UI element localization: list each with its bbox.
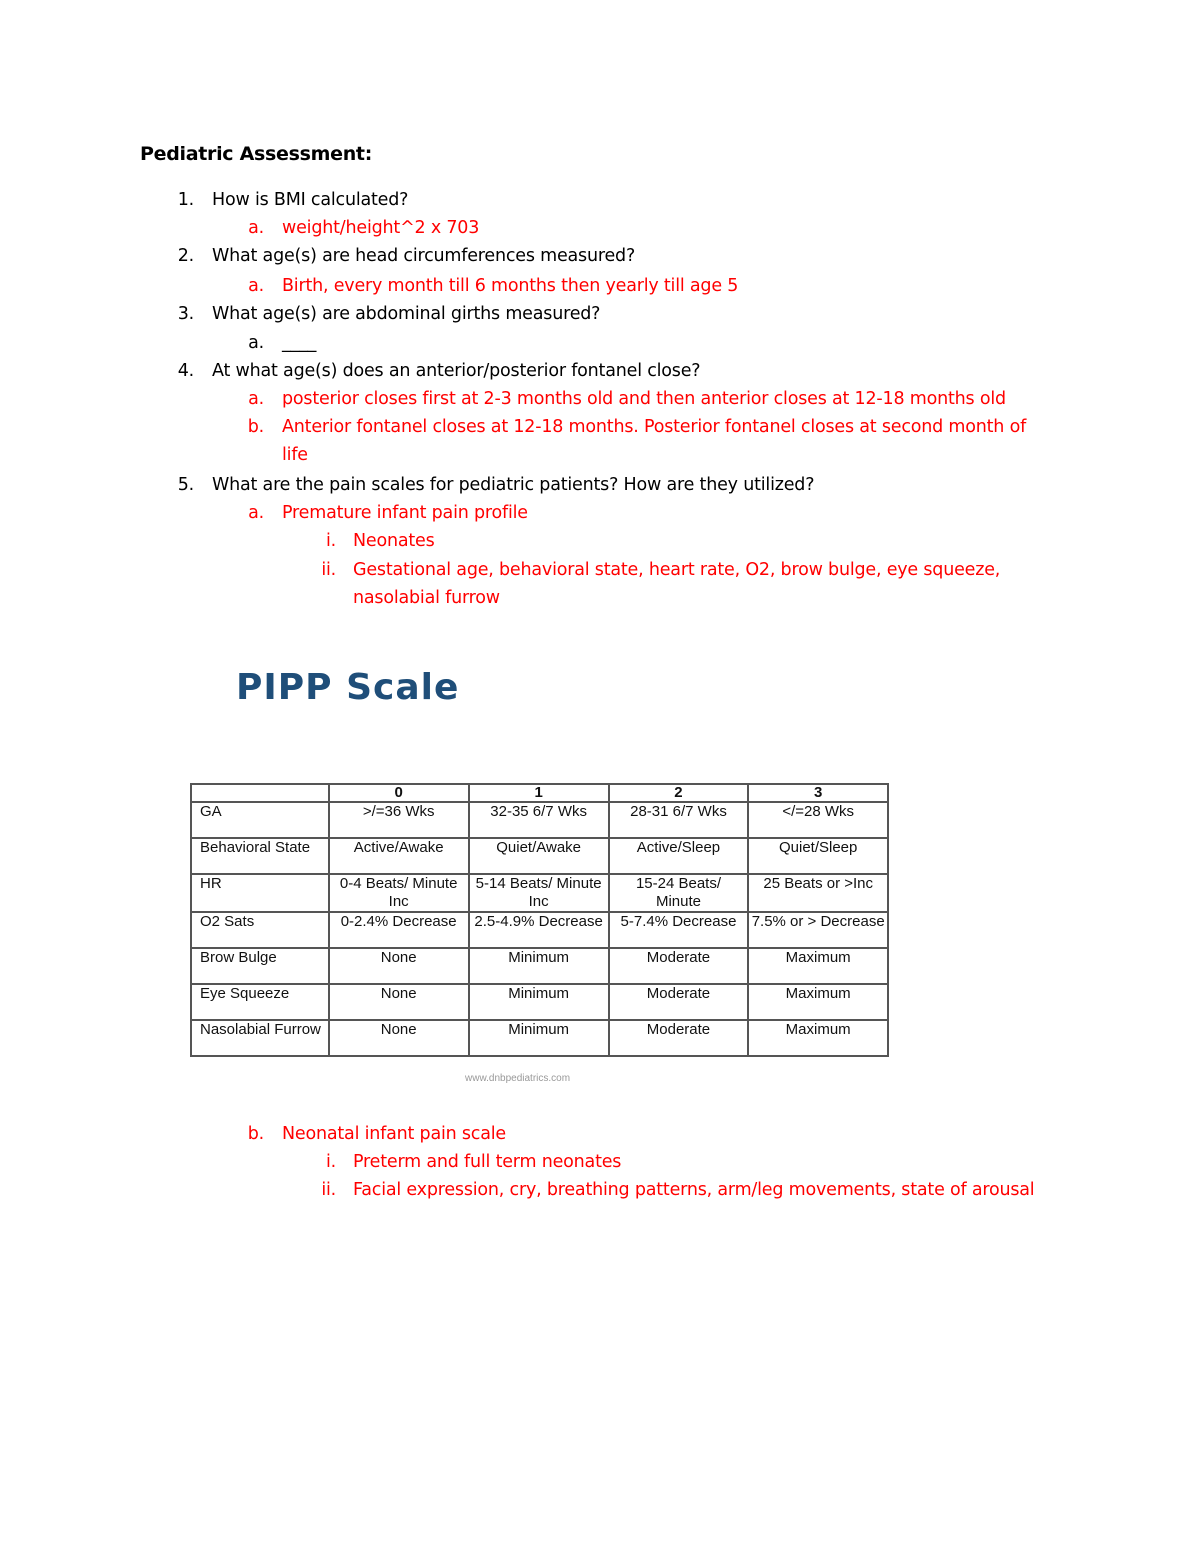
list-marker: b. [247,417,264,437]
table-cell: >/=36 Wks [329,802,469,838]
question-text: How is BMI calculated? [212,190,409,210]
pipp-figure-title: PIPP Scale [236,667,460,708]
table-cell: 28-31 6/7 Wks [609,802,749,838]
list-number: 5. [177,475,194,495]
table-row [191,838,888,874]
answer-text: posterior closes first at 2-3 months old and then anterior closes at 12-18 months old [282,389,1006,409]
table-cell: None [329,984,469,1020]
question-text: What are the pain scales for pediatric patients? How are they utilized? [212,475,815,495]
table-header-row [191,784,888,802]
list-number: 4. [177,361,194,381]
table-cell: Active/Sleep [609,838,749,874]
table-header-cell: 1 [469,784,609,802]
answer-text: ____ [282,333,317,353]
table-row [191,1020,888,1056]
answer-text: Anterior fontanel closes at 12-18 months. Posterior fontanel closes at second month of [282,417,1027,437]
table-cell: Moderate [609,1020,749,1056]
table-row [191,912,888,948]
table-cell: None [329,1020,469,1056]
list-marker: a. [248,218,264,238]
table-header-cell [191,784,329,802]
table-cell: Maximum [748,984,888,1020]
question-text: What age(s) are head circumferences measured? [212,246,636,266]
list-marker: i. [325,1152,336,1172]
table-cell: 15-24 Beats/ Minute [609,874,749,912]
row-label: Behavioral State [191,838,329,874]
answer-text: nasolabial furrow [353,588,500,608]
table-cell: 25 Beats or >Inc [748,874,888,912]
list-marker: a. [248,333,264,353]
table-cell: None [329,948,469,984]
question-text: What age(s) are abdominal girths measured? [212,304,601,324]
table-cell: Maximum [748,1020,888,1056]
source-watermark: www.dnbpediatrics.com [465,1073,571,1084]
table-cell: Moderate [609,948,749,984]
list-marker: ii. [321,1180,336,1200]
row-label: HR [191,874,329,912]
table-header-cell: 2 [609,784,749,802]
answer-text: Premature infant pain profile [282,503,528,523]
row-label: Eye Squeeze [191,984,329,1020]
list-number: 3. [177,304,194,324]
answer-text: Gestational age, behavioral state, heart rate, O2, brow bulge, eye squeeze, [353,560,1001,580]
table-cell: Minimum [469,984,609,1020]
table-cell: 2.5-4.9% Decrease [469,912,609,948]
answer-text: Facial expression, cry, breathing patterns, arm/leg movements, state of arousal [353,1180,1035,1200]
row-label: O2 Sats [191,912,329,948]
list-marker: a. [248,276,264,296]
answer-text: weight/height^2 x 703 [282,218,480,238]
table-row [191,874,888,912]
table-cell: Moderate [609,984,749,1020]
list-number: 1. [177,190,194,210]
table-row [191,984,888,1020]
table-cell: 5-14 Beats/ Minute Inc [469,874,609,912]
list-marker: b. [247,1124,264,1144]
answer-text: Neonatal infant pain scale [282,1124,506,1144]
list-marker: ii. [321,560,336,580]
table-cell: 0-2.4% Decrease [329,912,469,948]
table-cell: Maximum [748,948,888,984]
table-row [191,802,888,838]
question-text: At what age(s) does an anterior/posterior fontanel close? [212,361,701,381]
table-cell: Quiet/Sleep [748,838,888,874]
table-header-cell: 3 [748,784,888,802]
table-cell: Minimum [469,948,609,984]
table-cell: Minimum [469,1020,609,1056]
table-cell: </=28 Wks [748,802,888,838]
list-marker: a. [248,503,264,523]
table-cell: Active/Awake [329,838,469,874]
list-marker: i. [325,531,336,551]
table-cell: 7.5% or > Decrease [748,912,888,948]
table-row [191,948,888,984]
table-cell: 5-7.4% Decrease [609,912,749,948]
table-cell: 32-35 6/7 Wks [469,802,609,838]
list-marker: a. [248,389,264,409]
row-label: GA [191,802,329,838]
list-number: 2. [177,246,194,266]
page-title: Pediatric Assessment: [140,143,373,165]
row-label: Nasolabial Furrow [191,1020,329,1056]
table-header-cell: 0 [329,784,469,802]
pipp-table [190,783,889,1057]
answer-text: Neonates [353,531,435,551]
row-label: Brow Bulge [191,948,329,984]
answer-text: Preterm and full term neonates [353,1152,622,1172]
answer-text: life [282,445,308,465]
table-cell: 0-4 Beats/ Minute Inc [329,874,469,912]
answer-text: Birth, every month till 6 months then yearly till age 5 [282,276,739,296]
table-cell: Quiet/Awake [469,838,609,874]
